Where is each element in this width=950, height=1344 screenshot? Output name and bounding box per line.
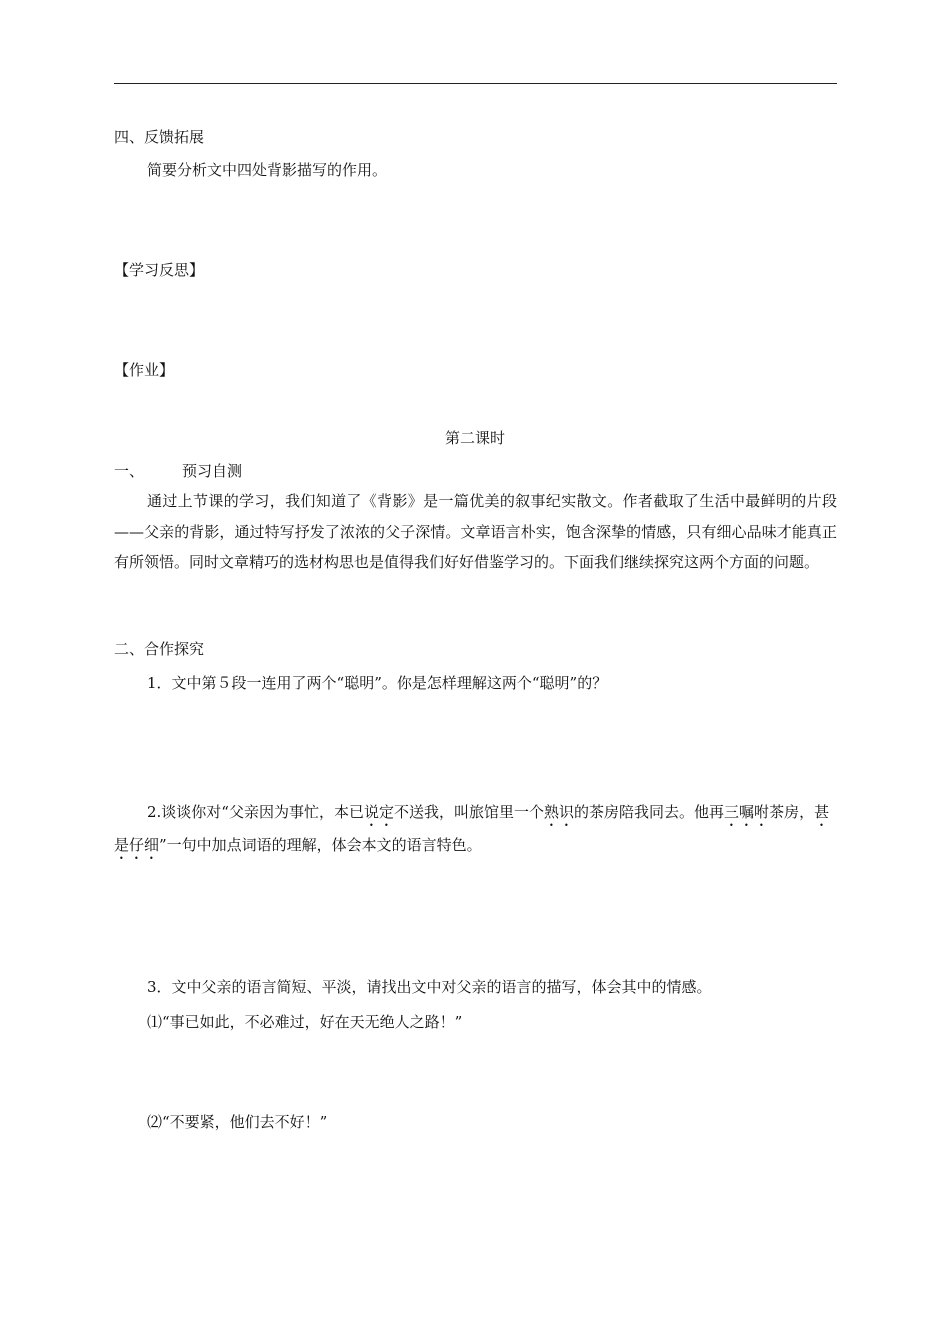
dotted-word-1: 说定 <box>363 803 394 821</box>
question-2-text-1: 2.谈谈你对“父亲因为事忙，本已 <box>147 803 364 821</box>
question-2 <box>114 797 837 863</box>
part-1-heading <box>114 461 242 481</box>
question-1: 1．文中第５段一连用了两个“聪明”。你是怎样理解这两个“聪明”的？ <box>147 674 608 692</box>
question-2-text-2: 不送我，叫旅馆里一个 <box>394 803 545 821</box>
question-3-item-2: ⑵“不要紧，他们去不好！” <box>147 1113 328 1131</box>
section-4-heading: 四、反馈拓展 <box>114 128 205 146</box>
dotted-word-4: 甚是仔细 <box>114 803 830 854</box>
lesson-2-title: 第二课时 <box>444 429 505 447</box>
header-rule <box>114 83 837 84</box>
part-1-number: 一、 <box>114 462 145 480</box>
preview-paragraph: 通过上节课的学习，我们知道了《背影》是一篇优美的叙事纪实散文。作者截取了生活中最鲜明的片段——父亲的背影，通过特写抒发了浓浓的父子深情。文章语言朴实，饱含深挚的情感，只有细心品味才能真正有所领悟。同时文章精巧的选材构思也是值得我们好好借鉴学习的。下面我们继续探究这两个方面的问题。 <box>114 492 837 571</box>
question-3: 3．文中父亲的语言简短、平淡，请找出文中对父亲的语言的描写，体会其中的情感。 <box>147 978 712 996</box>
question-2-text-5: ”一句中加点词语的理解，体会本文的语言特色。 <box>159 836 482 854</box>
part-2-heading: 二、合作探究 <box>114 640 205 658</box>
dotted-word-2: 熟识 <box>544 803 575 821</box>
homework-heading: 【作业】 <box>114 361 175 379</box>
section-4-task: 简要分析文中四处背影描写的作用。 <box>147 161 388 179</box>
reflection-heading: 【学习反思】 <box>114 261 205 279</box>
part-1-title: 预习自测 <box>182 462 243 480</box>
question-2-text-4: 茶房， <box>769 803 815 821</box>
question-3-item-1: ⑴“事已如此，不必难过，好在天无绝人之路！” <box>147 1013 463 1031</box>
dotted-word-3: 三嘱咐 <box>724 803 770 821</box>
question-2-text-3: 的茶房陪我同去。他再 <box>574 803 725 821</box>
